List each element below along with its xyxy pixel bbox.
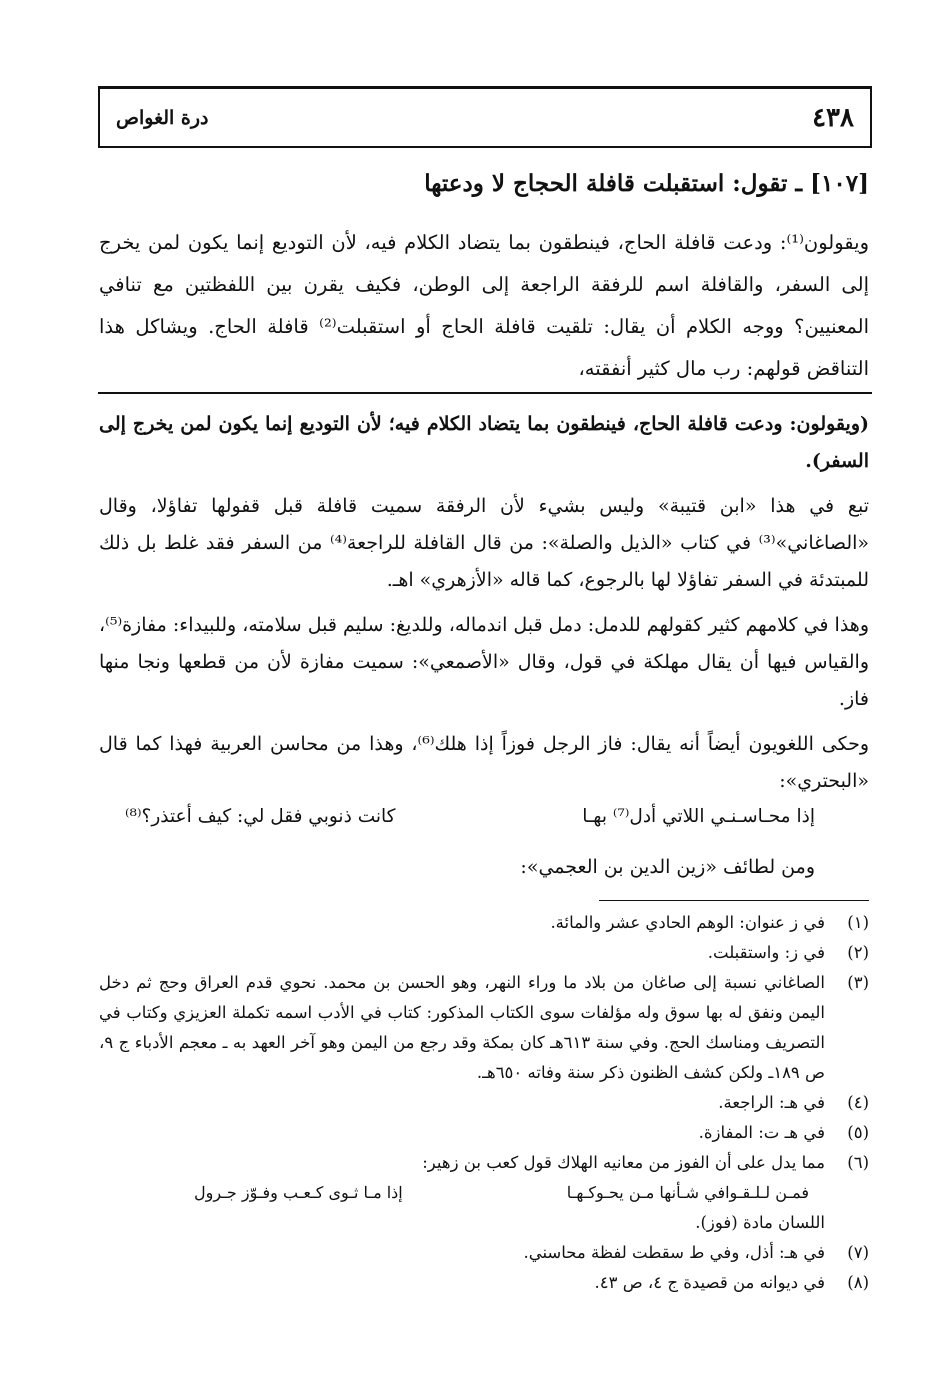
footnote-4 — [99, 1088, 869, 1118]
footnote-text: في ز عنوان: الوهم الحادي عشر والمائة. — [550, 913, 825, 932]
footnote-text: مما يدل على أن الفوز من معانيه الهلاك قول كعب بن زهير: — [422, 1153, 825, 1172]
commentary-quote: (ويقولون: ودعت قافلة الحاج، فينطقون بما يتضاد الكلام فيه؛ لأن التوديع إنما يكون لمن يخرج إلى السفر). — [99, 413, 869, 472]
page-header — [98, 86, 872, 148]
footnote-number: (٧) — [847, 1243, 869, 1262]
footnote-3 — [99, 968, 869, 1088]
footnote-text: الصاغاني نسبة إلى صاغان من بلاد ما وراء النهر، وهو الحسن بن محمد. نحوي قدم العراق وحج ثم دخل اليمن ونفق له بها سوق وله مؤلفات سوى الكتاب المذكور: كتاب في الأدب اسمه تكملة العزيزي وكتاب في التصريف ومناسك الحج. وفي سنة ٦١٣هـ كان بمكة وقد رجع من اليمن وهو آخر العهد به ـ معجم الأدباء ج ٩، ص ١٨٩ـ ولكن كشف الظنون ذكر سنة وفاته ٦٥٠هـ. — [99, 973, 825, 1082]
footnote-6-source: اللسان مادة (فوز). — [695, 1213, 825, 1232]
footnote-text: في هـ: أذل، وفي ط سقطت لفظة محاسني. — [523, 1243, 825, 1262]
verse-first-hemistich: إذا محـاسـنـي اللاتي أدل⁽⁷⁾ بهـا — [582, 806, 815, 827]
footnote-verse-first-hemistich: فمـن لـلـقـوافي شـأنها مـن يحـوكـهـا — [566, 1183, 809, 1202]
footnote-text: في ز: واستقبلت. — [707, 943, 825, 962]
footnote-1 — [99, 908, 869, 938]
running-title: درة الغواص — [116, 106, 209, 129]
footnotes — [99, 908, 869, 1298]
footnote-number: (١) — [847, 913, 869, 932]
footnote-number: (٣) — [847, 973, 869, 992]
footnote-number: (٢) — [847, 943, 869, 962]
footnote-number: (٤) — [847, 1093, 869, 1112]
commentary-paragraph-1: تبع في هذا «ابن قتيبة» وليس بشيء لأن الرفقة سميت قافلة قبل قفولها تفاؤلا، وقال «الصاغاني»⁽³⁾ في كتاب «الذيل والصلة»: من قال القافلة للراجعة⁽⁴⁾ من السفر فقد غلط بل ذلك للمبتدئة في السفر تفاؤلا لها بالرجوع، كما قاله «الأزهري» اهـ. — [99, 495, 870, 591]
verse-second-hemistich: كانت ذنوبي فقل لي: كيف أعتذر؟⁽⁸⁾ — [125, 806, 396, 827]
commentary-paragraph-3: وحكى اللغويون أيضاً أنه يقال: فاز الرجل فوزاً إذا هلك⁽⁶⁾، وهذا من محاسن العربية فهذا كما قال «البحتري»: — [99, 733, 869, 792]
footnote-6-verse — [99, 1178, 869, 1208]
section-heading: [١٠٧] ـ تقول: استقبلت قافلة الحجاج لا ودعتها — [424, 170, 869, 197]
commentary — [99, 406, 869, 800]
footnote-7 — [99, 1238, 869, 1268]
footnote-number: (٥) — [847, 1123, 869, 1142]
footnote-number: (٨) — [847, 1273, 869, 1292]
footnote-number: (٦) — [847, 1153, 869, 1172]
footnote-6 — [99, 1148, 869, 1178]
footnote-text: في ديوانه من قصيدة ج ٤، ص ٤٣. — [594, 1273, 825, 1292]
main-paragraph: ويقولون⁽¹⁾: ودعت قافلة الحاج، فينطقون بما يتضاد الكلام فيه، لأن التوديع إنما يكون لمن يخرج إلى السفر، والقافلة اسم للرفقة الراجعة إلى الوطن، فكيف يقرن بين اللفظتين مع تنافي المعنيين؟ ووجه الكلام أن يقال: تلقيت قافلة الحاج أو استقبلت⁽²⁾ قافلة الحاج. ويشاكل هذا التناقض قولهم: رب مال كثير أنفقته، — [99, 231, 870, 380]
commentary-paragraph-2: وهذا في كلامهم كثير كقولهم للدمل: دمل قبل اندماله، وللديغ: سليم قبل سلامته، وللبيداء: مفازة⁽⁵⁾، والقياس فيها أن يقال مهلكة في قول، وقال «الأصمعي»: سميت مفازة لأن من قطعها ونجا منها فاز. — [99, 614, 869, 710]
footnote-text: في هـ ت: المفازة. — [698, 1123, 825, 1142]
footnote-verse-second-hemistich: إذا مـا ثـوى كـعـب وفـوّز جـرول — [194, 1183, 403, 1202]
section-divider — [98, 392, 872, 394]
main-text — [99, 222, 869, 390]
page-number: ٤٣٨ — [812, 102, 854, 133]
poetry-verse — [125, 806, 815, 827]
footnote-2 — [99, 938, 869, 968]
footnote-5 — [99, 1118, 869, 1148]
verse-intro-line: ومن لطائف «زين الدين بن العجمي»: — [520, 856, 815, 878]
footnote-divider — [599, 900, 869, 901]
footnote-text: في هـ: الراجعة. — [718, 1093, 825, 1112]
footnote-8 — [99, 1268, 869, 1298]
